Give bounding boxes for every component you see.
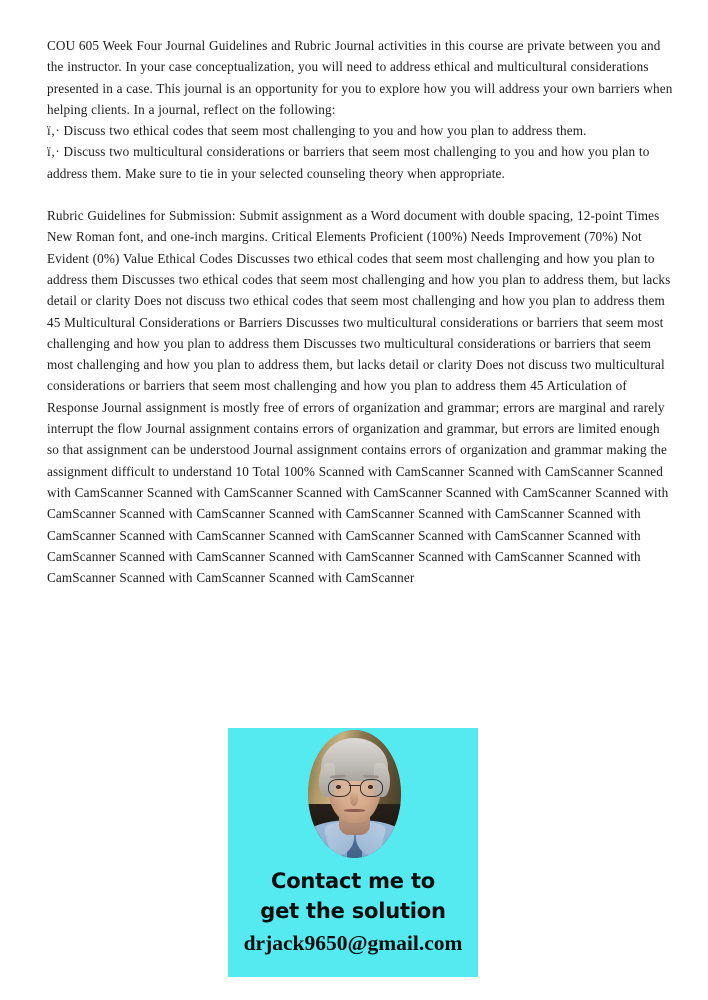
contact-card xyxy=(228,728,478,977)
document-text-block xyxy=(47,35,675,588)
paragraph-bullet-ethical-codes xyxy=(47,120,675,141)
contact-card-heading-line-2: get the solution xyxy=(260,899,446,923)
bullet-marker-icon: ï‚· xyxy=(47,123,60,139)
portrait-photo xyxy=(308,730,401,858)
paragraph-intro: COU 605 Week Four Journal Guidelines and Rubric Journal activities in this course are private between you and the instructor. In your case conceptualization, you will need to address ethical and multicultural considerations presented in a case. This journal is an opportunity for you to explore how you will address your own barriers when helping clients. In a journal, reflect on the following: xyxy=(47,38,673,117)
bullet-text-ethical-codes: Discuss two ethical codes that seem most challenging to you and how you plan to address them. xyxy=(63,123,587,139)
bullet-marker-icon: ï‚· xyxy=(47,144,60,160)
paragraph-rubric: Rubric Guidelines for Submission: Submit assignment as a Word document with double spacing, 12-point Times New Roman font, and one-inch margins. Critical Elements Proficient (100%) Needs Improvement (70%) Not Evident (0%) Value Ethical Codes Discusses two ethical codes that seem most challenging and how you plan to address them Discusses two ethical codes that seem most challenging and how you plan to address them, but lacks detail or clarity Does not discuss two ethical codes that seem most challenging and how you plan to address them 45 Multicultural Considerations or Barriers Discusses two multicultural considerations or barriers that seem most challenging and how you plan to address them Discusses two multicultural considerations or barriers that seem most challenging and how you plan to address them, but lacks detail or clarity Does not discuss two multicultural considerations or barriers that seem most challenging and how you plan to address them 45 Articulation of Response Journal assignment is mostly free of errors of organization and grammar; errors are marginal and rarely interrupt the flow Journal assignment contains errors of organization and grammar, but errors are limited enough so that assignment can be understood Journal assignment contains errors of organization and grammar making the assignment difficult to understand 10 Total 100% Scanned with CamScanner Scanned with CamScanner Scanned with CamScanner Scanned with CamScanner Scanned with CamScanner Scanned with CamScanner Scanned with CamScanner Scanned with CamScanner Scanned with CamScanner Scanned with CamScanner Scanned with CamScanner Scanned with CamScanner Scanned with CamScanner Scanned with CamScanner Scanned with CamScanner Scanned with CamScanner Scanned with CamScanner Scanned with CamScanner Scanned with CamScanner Scanned with CamScanner Scanned with CamScanner xyxy=(47,208,671,586)
portrait-glasses-bridge xyxy=(349,785,360,786)
paragraph-bullet-multicultural xyxy=(47,141,675,184)
contact-card-heading-line-1: Contact me to xyxy=(271,869,435,893)
bullet-text-multicultural: Discuss two multicultural considerations or barriers that seem most challenging to you and how you plan to address them. Make sure to tie in your selected counseling theory when appropriate. xyxy=(47,144,650,181)
contact-email-address[interactable]: drjack9650@gmail.com xyxy=(243,931,463,955)
portrait-nose xyxy=(350,791,358,805)
paragraph-spacer xyxy=(47,184,675,205)
